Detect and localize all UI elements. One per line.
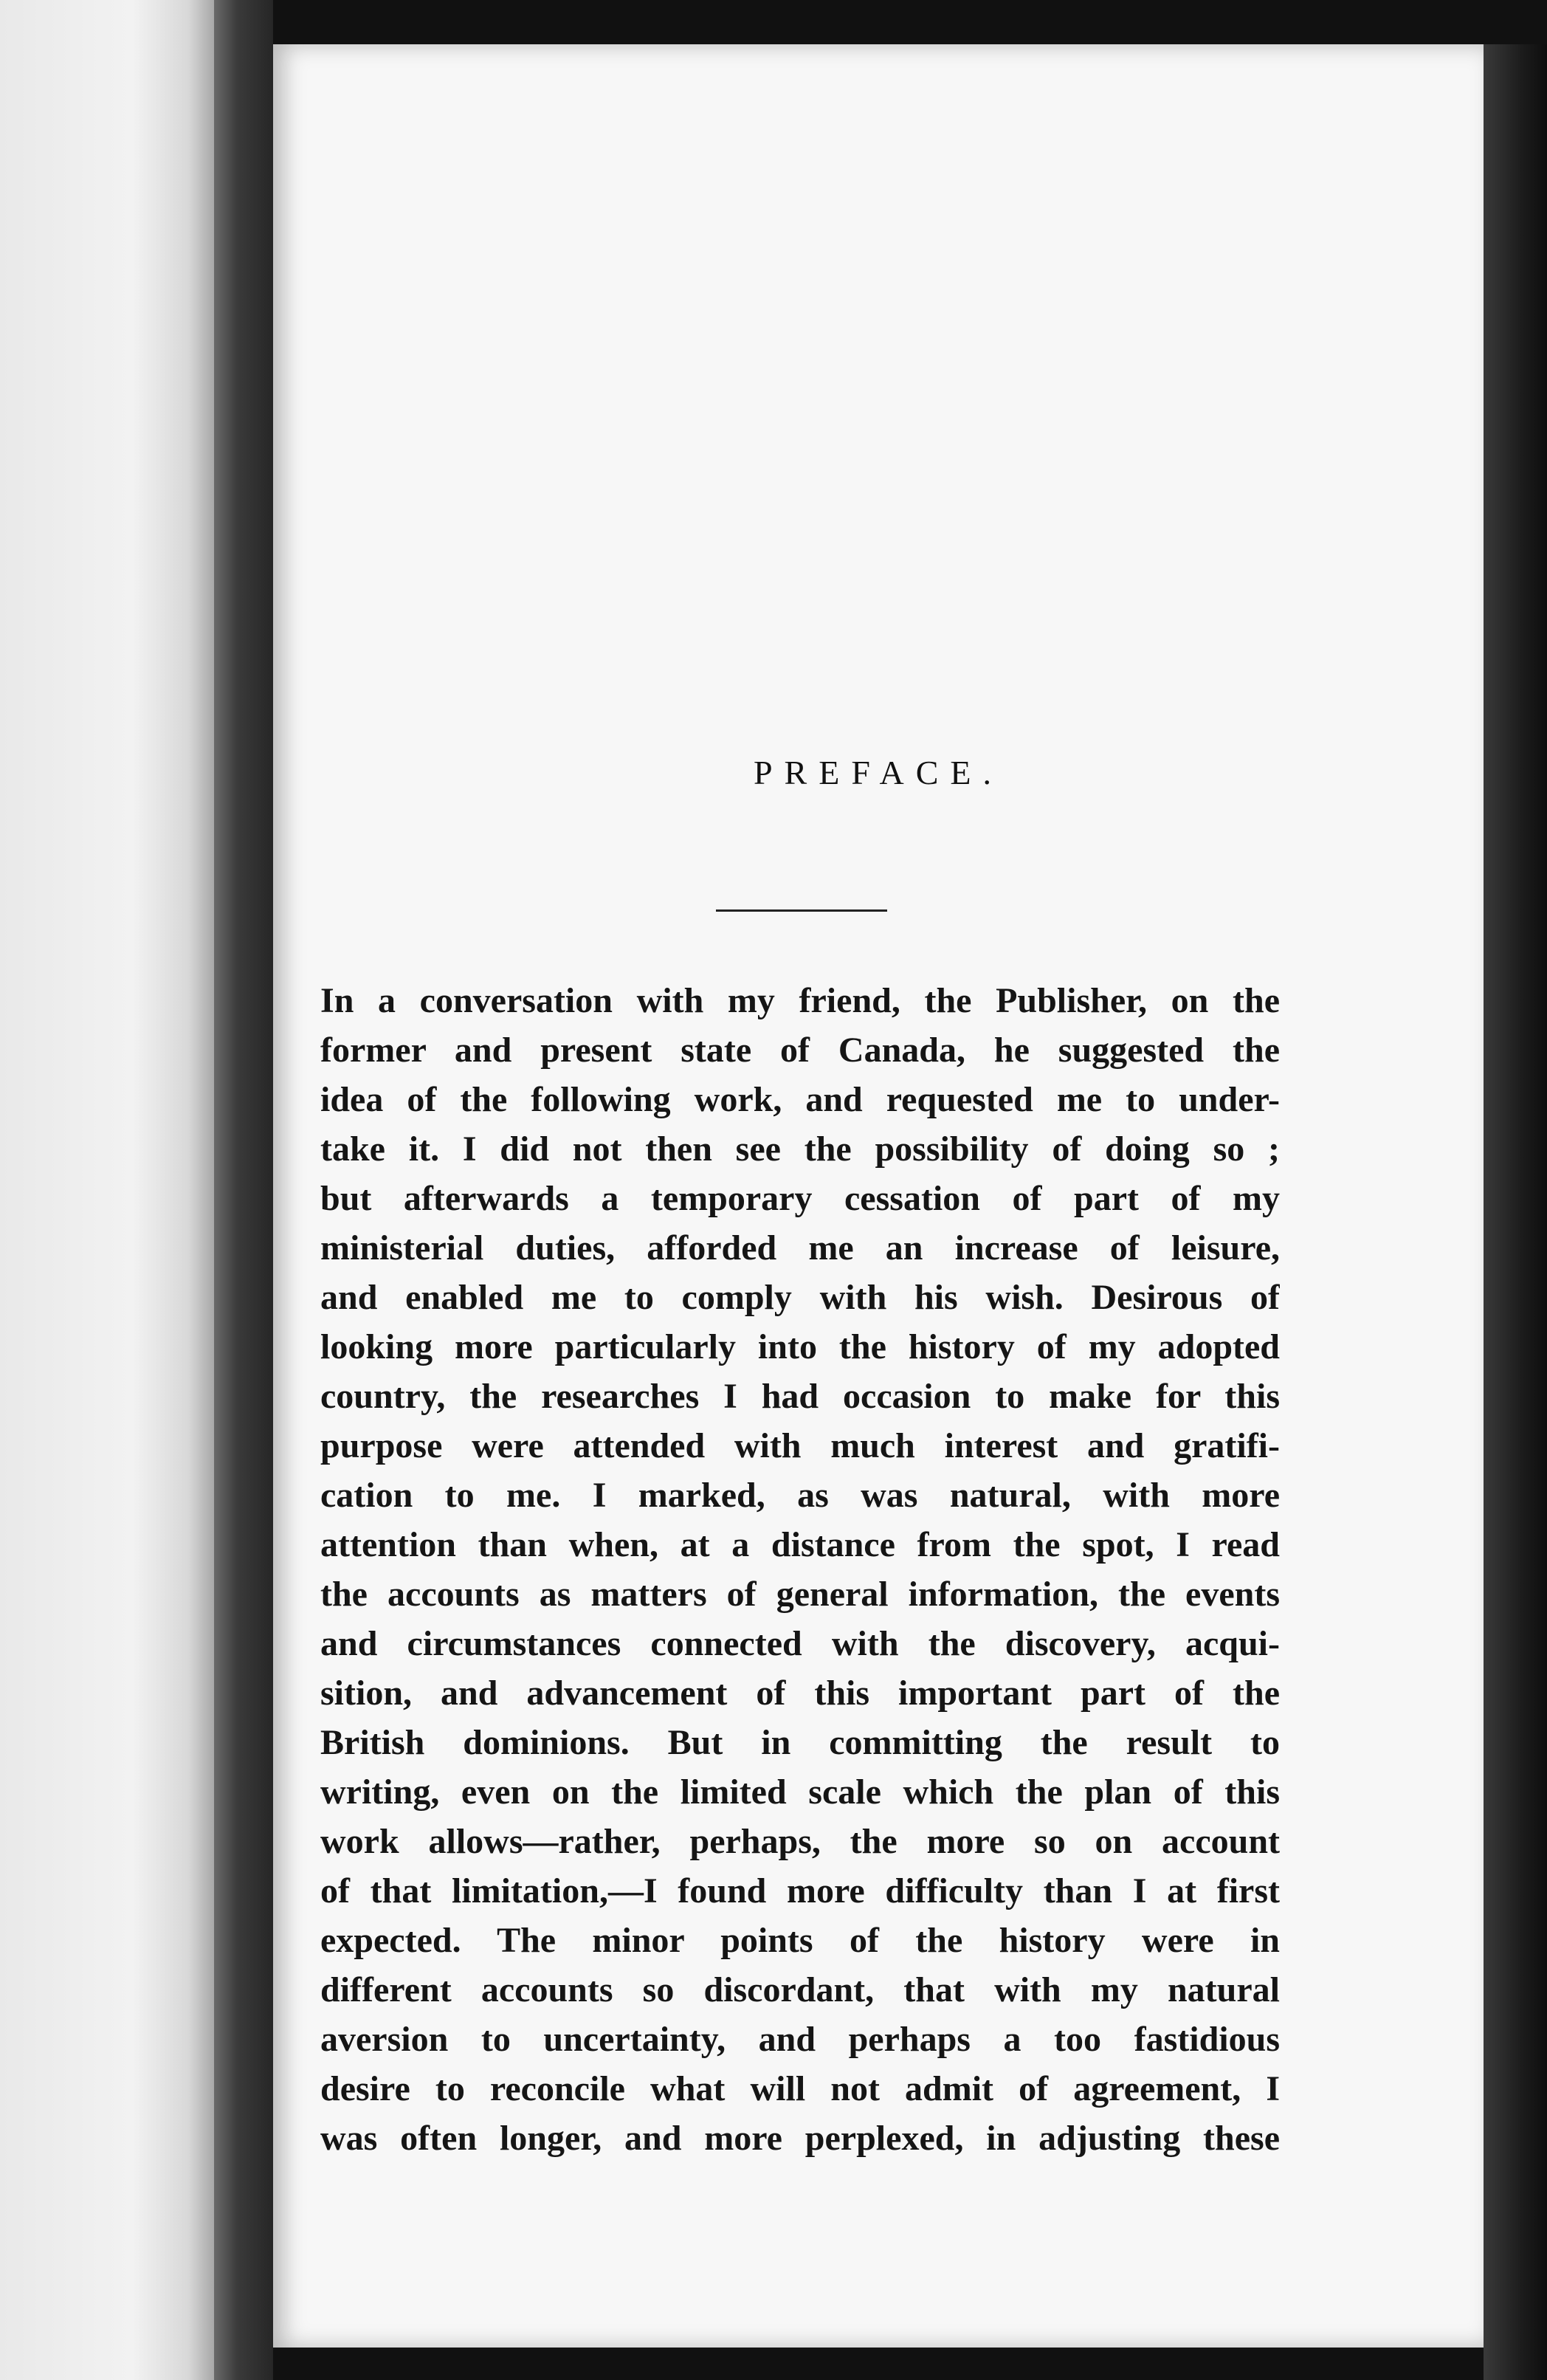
text-line: desire to reconcile what will not admit of agreement, I xyxy=(320,2069,1280,2108)
text-line: was often longer, and more perplexed, in adjusting these xyxy=(320,2119,1280,2158)
text-line: take it. I did not then see the possibility of doing so ; xyxy=(320,1129,1280,1169)
text-line: idea of the following work, and requested me to under- xyxy=(320,1080,1280,1119)
text-line: aversion to uncertainty, and perhaps a too fastidious xyxy=(320,2020,1280,2059)
facing-page-edge xyxy=(0,0,221,2380)
book-page xyxy=(273,44,1484,2348)
text-line: former and present state of Canada, he suggested the xyxy=(320,1031,1280,1070)
text-line: and enabled me to comply with his wish. Desirous of xyxy=(320,1278,1280,1317)
text-line: the accounts as matters of general information, the events xyxy=(320,1575,1280,1614)
text-line: of that limitation,—I found more difficulty than I at first xyxy=(320,1871,1280,1910)
text-line: writing, even on the limited scale which the plan of this xyxy=(320,1772,1280,1812)
text-line: cation to me. I marked, as was natural, with more xyxy=(320,1476,1280,1515)
text-line: work allows—rather, perhaps, the more so on account xyxy=(320,1822,1280,1861)
text-line: country, the researches I had occasion to make for this xyxy=(320,1377,1280,1416)
text-line: purpose were attended with much interest and gratifi- xyxy=(320,1426,1280,1465)
text-line: ministerial duties, afforded me an increase of leisure, xyxy=(320,1228,1280,1268)
text-line: looking more particularly into the history of my adopted xyxy=(320,1327,1280,1366)
text-line: British dominions. But in committing the result to xyxy=(320,1723,1280,1762)
text-line: attention than when, at a distance from the spot, I read xyxy=(320,1525,1280,1564)
text-line: and circumstances connected with the discovery, acqui- xyxy=(320,1624,1280,1663)
preface-text xyxy=(320,976,1280,2163)
text-line: expected. The minor points of the history were in xyxy=(320,1921,1280,1960)
text-line: different accounts so discordant, that with my natural xyxy=(320,1970,1280,2009)
text-line: sition, and advancement of this important part of the xyxy=(320,1674,1280,1713)
text-line: In a conversation with my friend, the Publisher, on the xyxy=(320,981,1280,1020)
page-edge-shadow xyxy=(1484,44,1547,2380)
heading-rule xyxy=(716,909,887,912)
text-line: but afterwards a temporary cessation of part of my xyxy=(320,1179,1280,1218)
book-gutter xyxy=(214,0,273,2380)
page-heading: PREFACE. xyxy=(753,754,1004,791)
